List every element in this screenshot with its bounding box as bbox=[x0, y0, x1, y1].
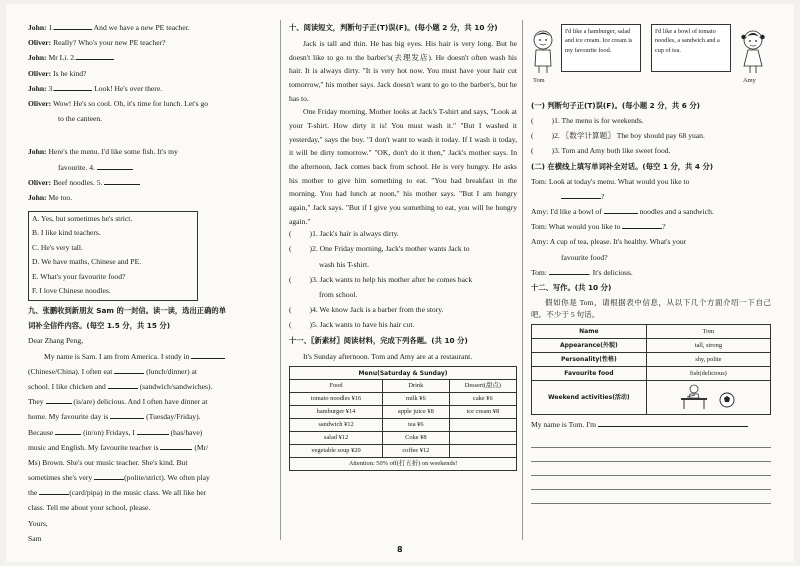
section-11-title: 十一、〖新素材〗阅读材料，完成下列各题。(共 10 分) bbox=[289, 335, 468, 345]
tf-item-5: ( )5. Jack wants to have his hair cut. bbox=[289, 320, 415, 330]
column-left bbox=[28, 22, 273, 548]
part-2-title: (二) 在横线上填写单词补全对话。(每空 1 分，共 4 分) bbox=[531, 161, 714, 171]
option-b: B. I like kind teachers. bbox=[32, 228, 101, 238]
menu-caption: Menu(Saturday & Sunday) bbox=[290, 367, 517, 380]
menu-footer: Attention: 50% off(打五折) on weekends! bbox=[290, 458, 517, 471]
option-c: C. He's very tall. bbox=[32, 242, 83, 252]
answer-blank[interactable] bbox=[191, 351, 225, 359]
fill-dialog-line: Tom: . It's delicious. bbox=[531, 267, 633, 277]
option-d: D. We have maths, Chinese and PE. bbox=[32, 257, 142, 267]
letter-signature: Sam bbox=[28, 533, 42, 543]
column-right bbox=[531, 22, 771, 504]
column-divider bbox=[280, 20, 281, 540]
writing-line[interactable] bbox=[531, 448, 771, 462]
worksheet-page bbox=[6, 4, 794, 562]
letter-line: school. I like chicken and (sandwich/sandwiches). bbox=[28, 381, 213, 391]
answer-blank[interactable] bbox=[55, 427, 81, 435]
menu-row: salad ¥12 Coke ¥8 bbox=[290, 432, 517, 445]
fill-dialog-line: Amy: I'd like a bowl of noodles and a sandwich. bbox=[531, 206, 714, 216]
boy-tom-icon bbox=[531, 28, 555, 74]
section-9-title-cont: 词补全信件内容。(每空 1.5 分，共 15 分) bbox=[28, 321, 171, 331]
speech-bubble-tom: I'd like a hamburger, salad and ice cream. Ice cream is my favourite food. bbox=[561, 24, 641, 72]
option-e: E. What's your favourite food? bbox=[32, 271, 126, 281]
speech-bubble-amy: I'd like a bowl of tomato noodles, a sandwich and a cup of tea. bbox=[651, 24, 731, 72]
section-10-title: 十、阅读短文，判断句子正(T)误(F)。(每小题 2 分，共 10 分) bbox=[289, 23, 498, 32]
answer-blank[interactable] bbox=[76, 52, 114, 60]
tf-item-3: ( )3. Jack wants to help his mother after he comes back bbox=[289, 274, 473, 284]
letter-closing: Yours, bbox=[28, 518, 48, 528]
section-11-intro: It's Sunday afternoon. Tom and Amy are at a restaurant. bbox=[303, 351, 473, 361]
dialog-line-2: Oliver: Really? Who's your new PE teacher? bbox=[28, 38, 166, 48]
answer-blank[interactable] bbox=[54, 83, 92, 91]
answer-blank[interactable] bbox=[39, 487, 69, 495]
menu-header-drink: Drink bbox=[383, 380, 450, 393]
dialog-line-3: John: Mr Li. 2. bbox=[28, 52, 273, 67]
part1-item-1: ( )1. The menu is for weekends. bbox=[531, 116, 644, 125]
answer-blank[interactable] bbox=[160, 442, 192, 450]
menu-row: hamburger ¥14 apple juice ¥8 ice cream ¥8 bbox=[290, 406, 517, 419]
info-header-label: Name bbox=[532, 325, 647, 339]
answer-blank[interactable] bbox=[94, 472, 124, 480]
letter-line: They (is/are) delicious. And I often have dinner at bbox=[28, 397, 208, 407]
answer-blank[interactable] bbox=[604, 206, 638, 214]
writing-line[interactable] bbox=[531, 462, 771, 476]
writing-line[interactable] bbox=[531, 434, 771, 448]
dialog-line-4: Oliver: Is he kind? bbox=[28, 68, 87, 78]
option-a: A. Yes, but sometimes he's strict. bbox=[32, 214, 133, 224]
letter-line: My name is Sam. I am from America. I study in bbox=[28, 351, 273, 366]
answer-blank[interactable] bbox=[549, 267, 589, 275]
fill-dialog-line: favourite food? bbox=[561, 252, 608, 262]
letter-line: the (card/pipa) in the music class. We all like her bbox=[28, 488, 207, 498]
answer-blank[interactable] bbox=[622, 221, 662, 229]
dialog2-line-3: Oliver: Beef noodles. 5. bbox=[28, 177, 273, 192]
answer-blank[interactable] bbox=[46, 396, 72, 404]
tf-item-2-cont: wash his T-shirt. bbox=[319, 259, 369, 269]
tf-item-4: ( )4. We know Jack is a barber from the story. bbox=[289, 305, 444, 315]
writing-line[interactable] bbox=[531, 490, 771, 504]
menu-table bbox=[289, 366, 517, 471]
dialog-illustration bbox=[531, 22, 771, 100]
option-f: F. I love Chinese noodles. bbox=[32, 286, 111, 296]
letter-line: (Chinese/China). I often eat (lunch/dinner) at bbox=[28, 366, 197, 376]
answer-blank[interactable] bbox=[97, 162, 133, 170]
letter-line: sometimes she's very (polite/strict). We often play bbox=[28, 473, 210, 483]
story-paragraph-1: Jack is tall and thin. He has big eyes. His hair is very long. But he doesn't like to go to the barber's(去理发店). He doesn't often wash his hair. It is always dirty. "It is very hot now. You must have your hair cut tomorrow," his mother says. Jack doesn't want to go to the barber's, but he has to. bbox=[289, 39, 517, 103]
writing-start: My name is Tom. I'm bbox=[531, 419, 771, 434]
label-amy: Amy bbox=[743, 77, 756, 84]
answer-blank[interactable] bbox=[54, 22, 92, 30]
part1-item-3: ( )3. Tom and Amy both like sweet food. bbox=[531, 146, 671, 156]
menu-row: sandwich ¥12 tea ¥6 bbox=[290, 419, 517, 432]
letter-line: music and English. My favourite teacher is (Mr/ bbox=[28, 442, 209, 452]
menu-header-food: Food bbox=[290, 380, 383, 393]
dialog2-line-2: favourite. 4. bbox=[28, 162, 273, 177]
tf-item-2: ( )2. One Friday morning, Jack's mother wants Jack to bbox=[289, 244, 470, 254]
dialog2-line-1: John: Here's the menu. I'd like some fish. It's my bbox=[28, 147, 178, 157]
label-tom: Tom bbox=[533, 77, 545, 84]
girl-amy-icon bbox=[741, 28, 765, 74]
dialog-line-1: John: 1. And we have a new PE teacher. bbox=[28, 23, 190, 32]
fill-dialog-line: Tom: What would you like to ? bbox=[531, 222, 666, 232]
writing-line[interactable] bbox=[598, 419, 748, 427]
letter-line: class. Tell me about your school, please. bbox=[28, 503, 151, 513]
tf-item-3-cont: from school. bbox=[319, 289, 358, 299]
section-12-prompt: 假如你是 Tom，请根据表中信息，从以下几个方面介绍一下自己吧。不少于 5 句话。 bbox=[531, 297, 771, 320]
dialog-line-6-cont: to the canteen. bbox=[58, 114, 103, 124]
tf-item-1: ( )1. Jack's hair is always dirty. bbox=[289, 229, 399, 239]
letter-line: Because (in/on) Fridays, I (has/have) bbox=[28, 427, 203, 437]
answer-blank[interactable] bbox=[104, 177, 140, 185]
info-header-value: Tom bbox=[646, 325, 770, 339]
fill-dialog-line: Tom: Look at today's menu. What would you like to bbox=[531, 176, 690, 186]
study-and-football-icon bbox=[675, 382, 741, 410]
section-9-title: 九、张鹏收到新朋友 Sam 的一封信。读一读，选出正确的单 bbox=[28, 306, 226, 316]
section-12-title: 十二、写作。(共 10 分) bbox=[531, 282, 612, 292]
column-divider bbox=[522, 20, 523, 540]
weekend-activities-cell bbox=[646, 381, 770, 415]
answer-blank[interactable] bbox=[108, 381, 138, 389]
letter-line: home. My favourite day is (Tuesday/Friday). bbox=[28, 412, 201, 422]
menu-row: tomato noodles ¥16 milk ¥6 cake ¥6 bbox=[290, 393, 517, 406]
part-1-title: (一) 判断句子正(T)误(F)。(每小题 2 分，共 6 分) bbox=[531, 101, 700, 110]
dialog-line-5: John: 3. Look! He's over there. bbox=[28, 83, 163, 93]
letter-line: Ms) Brown. She's our music teacher. She's kind. But bbox=[28, 457, 188, 467]
menu-header-dessert: Dessert(甜点) bbox=[449, 380, 516, 393]
part1-item-2: ( )2. 〖数学计算题〗 The boy should pay 68 yuan. bbox=[531, 131, 705, 141]
fill-dialog-line: ? bbox=[531, 191, 771, 206]
letter-greeting: Dear Zhang Peng, bbox=[28, 336, 84, 346]
fill-dialog-line: Amy: A cup of tea, please. It's healthy. What's your bbox=[531, 237, 687, 247]
writing-line[interactable] bbox=[531, 476, 771, 490]
column-middle bbox=[289, 22, 517, 471]
dialog-line-6: Oliver: Wow! He's so cool. Oh, it's time for lunch. Let's go bbox=[28, 98, 209, 108]
info-table: Name Tom Appearance(外貌) tall, strong Personality(性格) shy, polite Favourite food fish(delicious) Weekend activities(活动) bbox=[531, 324, 771, 415]
options-box bbox=[28, 211, 198, 301]
menu-row: vegetable soup ¥20 coffee ¥12 bbox=[290, 445, 517, 458]
dialog2-line-4: John: Me too. bbox=[28, 192, 73, 202]
page-number: 8 bbox=[397, 545, 403, 554]
answer-blank[interactable] bbox=[561, 191, 601, 199]
answer-blank[interactable] bbox=[110, 411, 144, 419]
story-paragraph-2: One Friday morning, Mother looks at Jack's T-shirt and says, "Look at your T-shirt. How dirty it is! You must wash it." "But I washed it yesterday," says the boy. "I don't want to wash it today. If I wash it today, it will be dirty tomorrow." "OK, don't do it then," Jack's mother says. In the afternoon, Jack comes back from school. He is very hungry. He asks his mother to give him something to eat. "You had breakfast in the morning. You had lunch at noon," his mother says. "But I am hungry again," Jack says. "But if I give you something to eat, you will be hungry again." bbox=[289, 107, 517, 226]
answer-blank[interactable] bbox=[137, 427, 169, 435]
answer-blank[interactable] bbox=[114, 366, 144, 374]
